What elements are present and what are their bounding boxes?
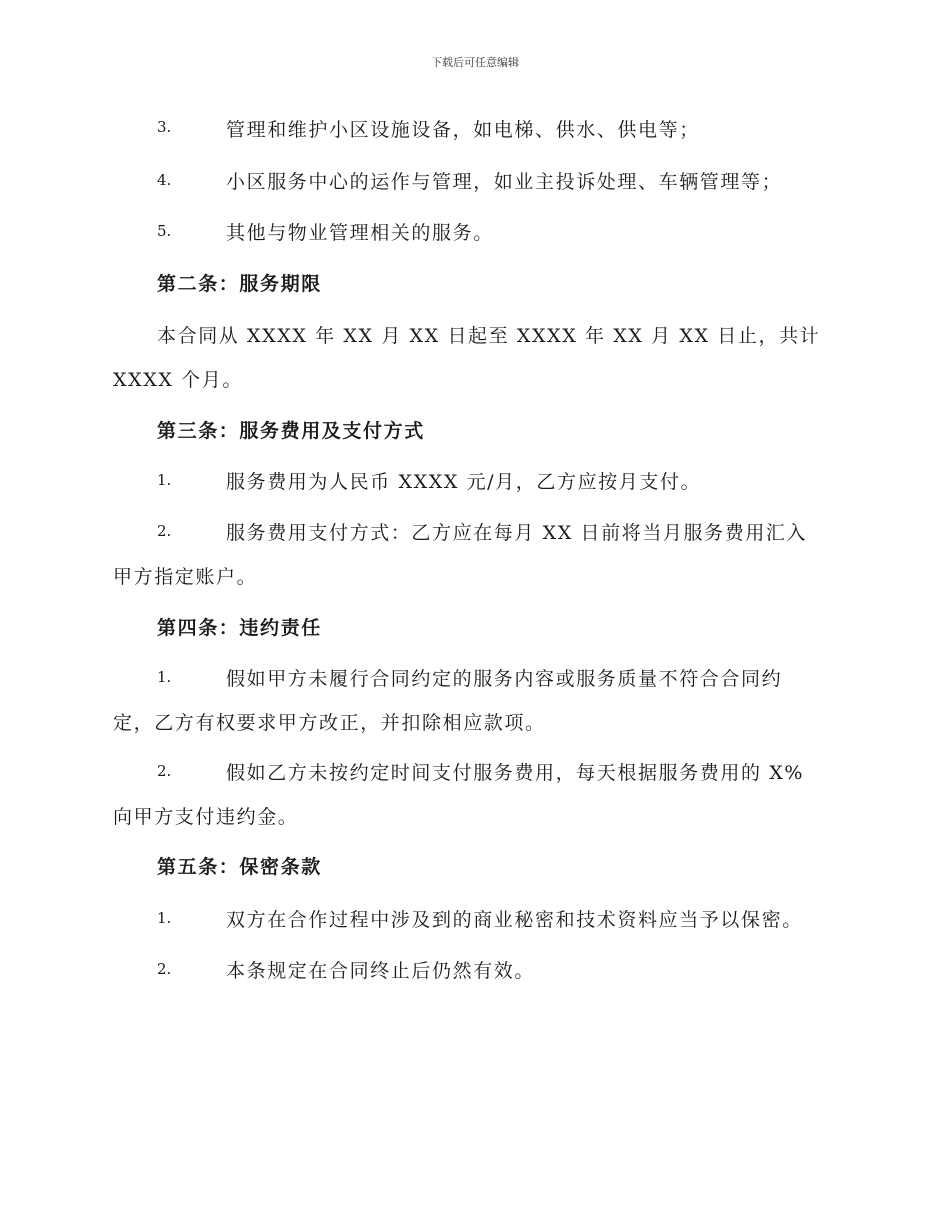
list-item-number: 5. bbox=[157, 222, 172, 240]
paragraph-line: XXXX 个月。 bbox=[113, 369, 243, 391]
list-item-number: 2. bbox=[157, 522, 172, 540]
section-heading-liability: 第四条：违约责任 bbox=[157, 617, 322, 639]
section-heading-fees: 第三条：服务费用及支付方式 bbox=[157, 420, 425, 442]
list-item-continuation: 向甲方支付违约金。 bbox=[113, 806, 299, 828]
list-item-text: 管理和维护小区设施设备，如电梯、供水、供电等； bbox=[226, 119, 700, 141]
list-item-text: 本条规定在合同终止后仍然有效。 bbox=[226, 960, 536, 982]
list-item-continuation: 定，乙方有权要求甲方改正，并扣除相应款项。 bbox=[113, 712, 546, 734]
list-item-text: 假如甲方未履行合同约定的服务内容或服务质量不符合合同约 bbox=[226, 668, 783, 690]
list-item-text: 双方在合作过程中涉及到的商业秘密和技术资料应当予以保密。 bbox=[226, 909, 803, 931]
list-item-text: 服务费用为人民币 XXXX 元/月，乙方应按月支付。 bbox=[226, 471, 702, 493]
section-heading-confidentiality: 第五条：保密条款 bbox=[157, 856, 322, 878]
list-item-number: 1. bbox=[157, 909, 172, 927]
list-item-number: 2. bbox=[157, 960, 172, 978]
list-item-number: 2. bbox=[157, 762, 172, 780]
list-item-text: 假如乙方未按约定时间支付服务费用，每天根据服务费用的 X% bbox=[226, 762, 805, 784]
paragraph-line: 本合同从 XXXX 年 XX 月 XX 日起至 XXXX 年 XX 月 XX 日止，共计 bbox=[157, 325, 821, 347]
list-item-number: 4. bbox=[157, 171, 172, 189]
list-item-continuation: 甲方指定账户。 bbox=[113, 566, 258, 588]
page-header: 下载后可任意编辑 bbox=[431, 56, 519, 69]
list-item-text: 小区服务中心的运作与管理，如业主投诉处理、车辆管理等； bbox=[226, 171, 783, 193]
list-item-text: 服务费用支付方式：乙方应在每月 XX 日前将当月服务费用汇入 bbox=[226, 522, 808, 544]
list-item-number: 3. bbox=[157, 118, 172, 136]
section-heading-term: 第二条：服务期限 bbox=[157, 273, 322, 295]
list-item-text: 其他与物业管理相关的服务。 bbox=[226, 222, 494, 244]
list-item-number: 1. bbox=[157, 471, 172, 489]
list-item-number: 1. bbox=[157, 668, 172, 686]
